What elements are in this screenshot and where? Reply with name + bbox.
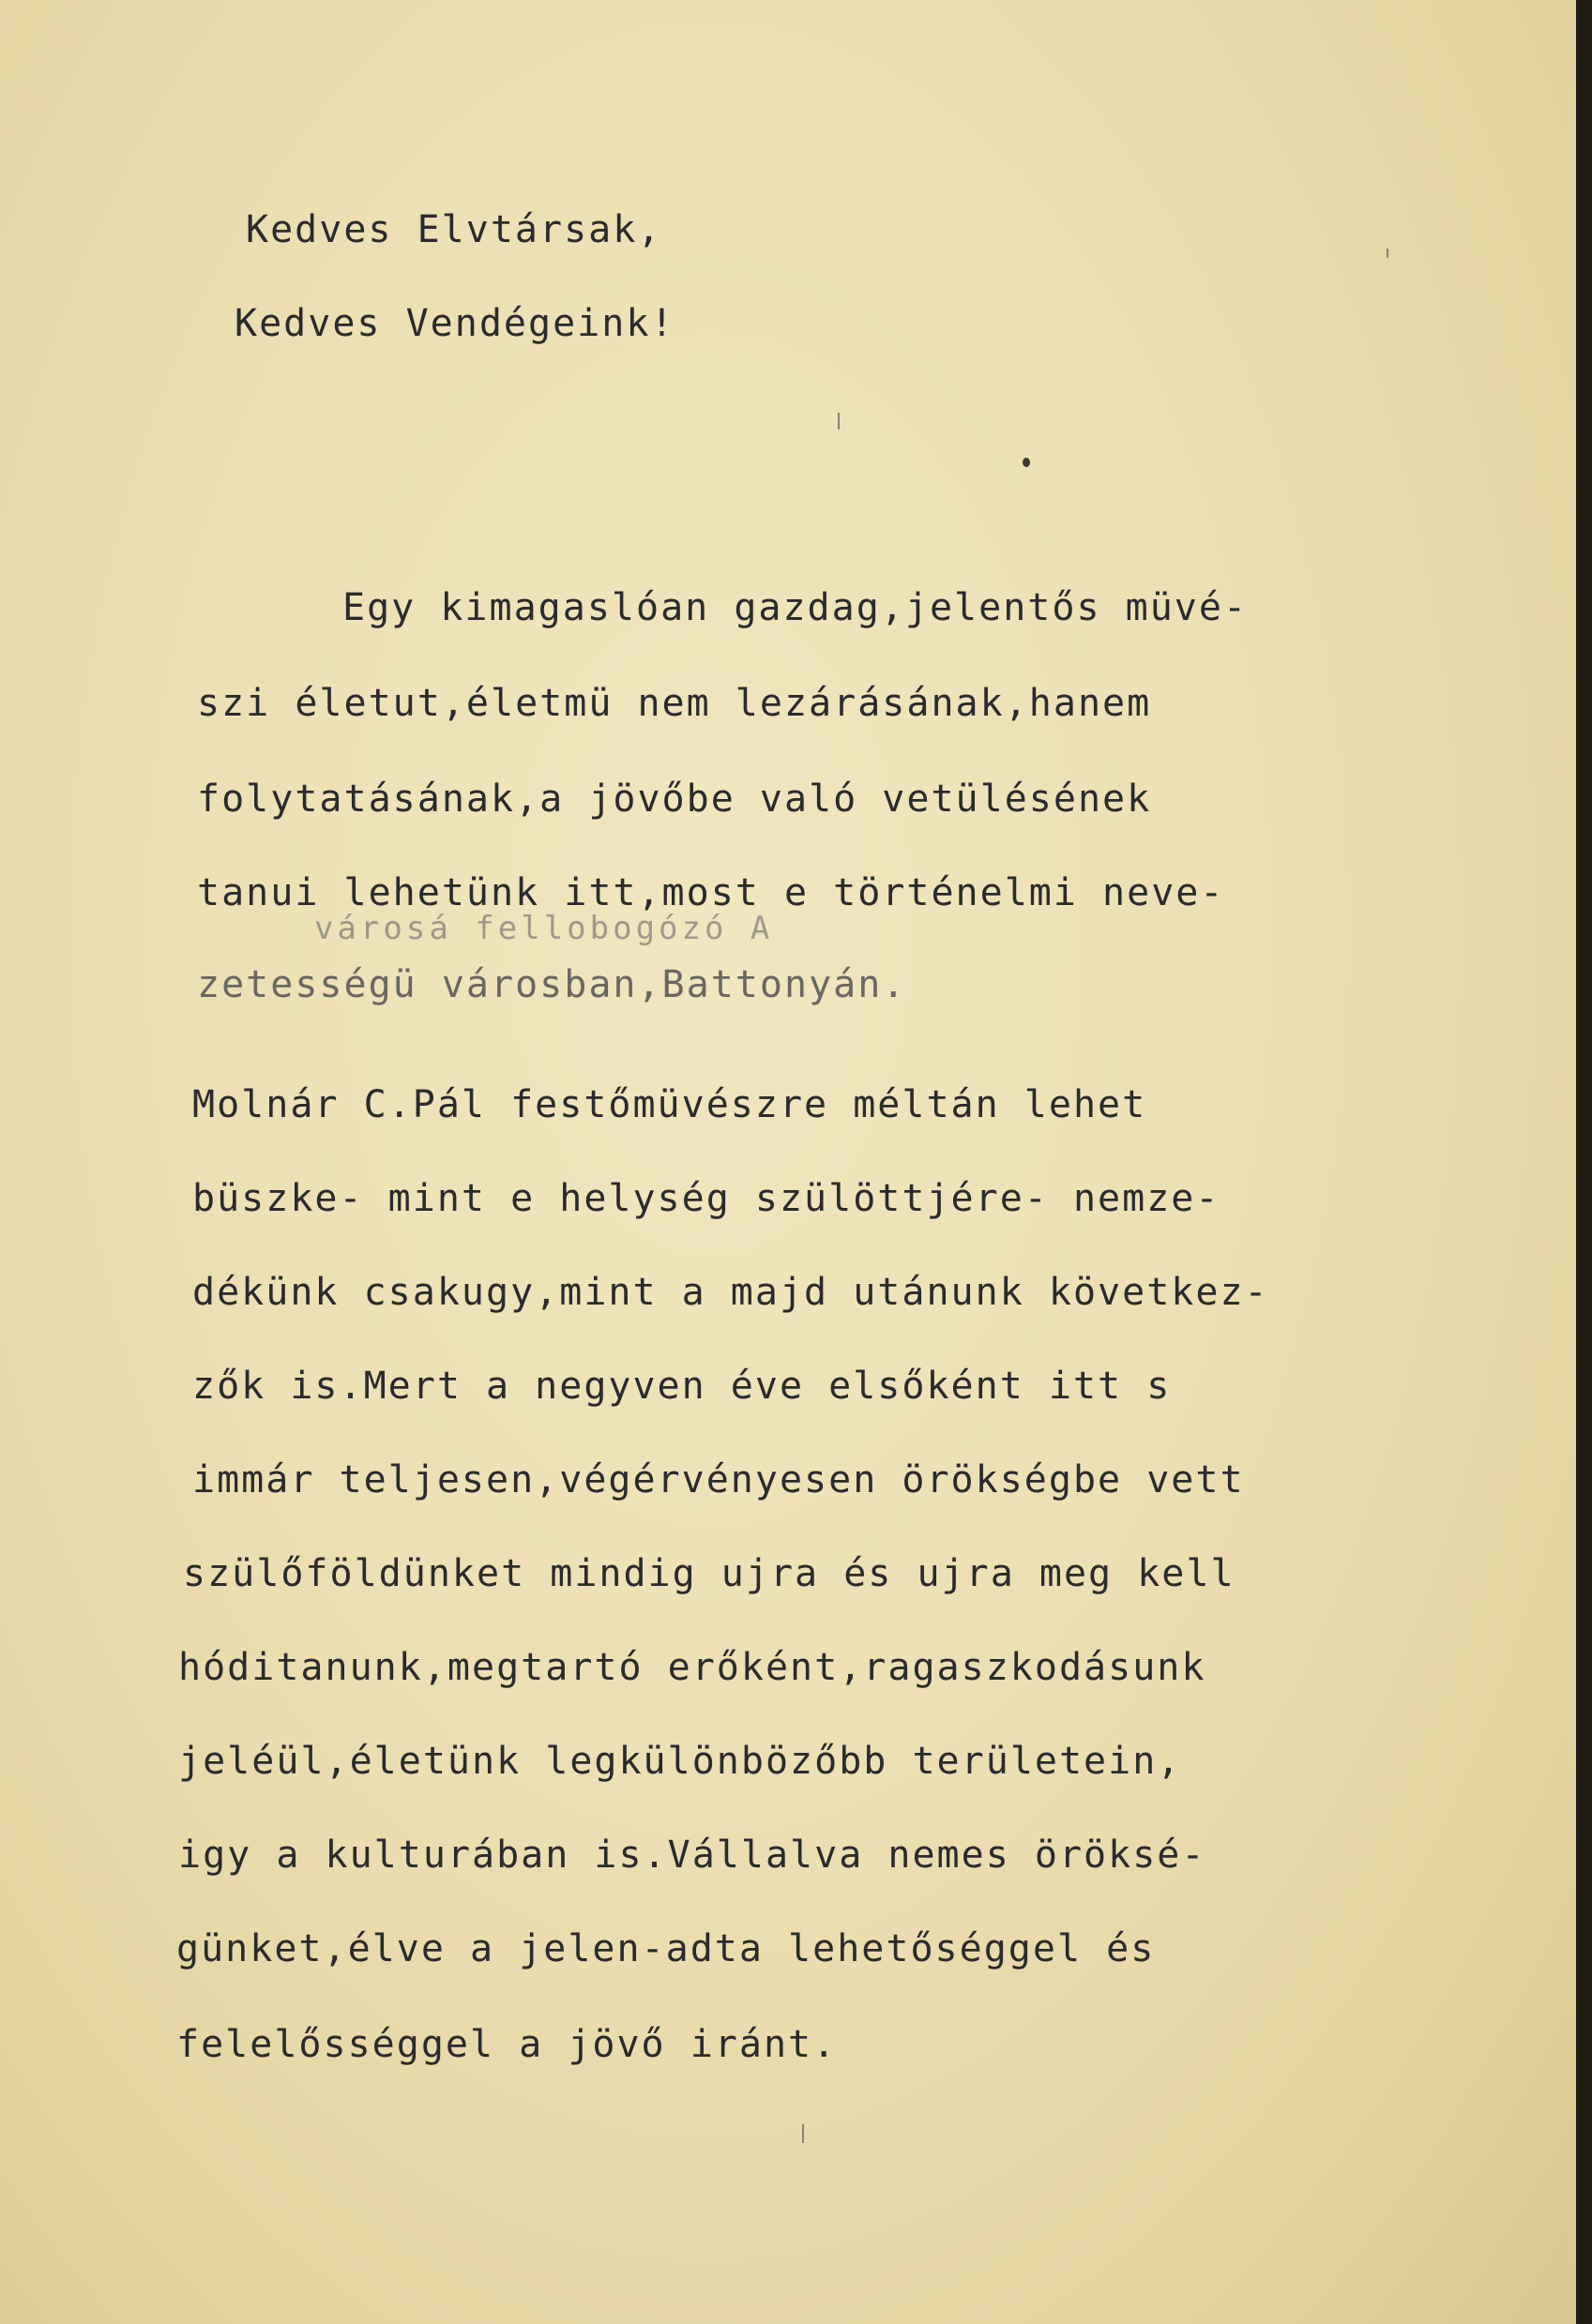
salutation-line-2: Kedves Vendégeink! (235, 302, 675, 345)
paragraph2-line-3: dékünk csakugy,mint a majd utánunk következ- (192, 1271, 1269, 1314)
paragraph1-line-3: folytatásának,a jövőbe való vetülésének (197, 777, 1152, 821)
paragraph1-line-5: zetességü városban,Battonyán. (197, 963, 907, 1006)
paper-mark (1387, 249, 1388, 258)
overtyped-fragment: városá fellobogózó A (314, 910, 774, 947)
paragraph2-line-11: felelősséggel a jövő iránt. (176, 2023, 838, 2066)
paper-mark (802, 2124, 804, 2143)
paragraph2-line-7: hóditanunk,megtartó erőként,ragaszkodásunk (178, 1646, 1206, 1689)
ink-speck (1023, 458, 1030, 467)
paragraph1-line-2: szi életut,életmü nem lezárásának,hanem (197, 682, 1152, 725)
paragraph2-line-10: günket,élve a jelen-adta lehetőséggel és (176, 1927, 1156, 1970)
paragraph2-line-2: büszke- mint e helység szülöttjére- nemze- (192, 1177, 1221, 1220)
paragraph2-line-6: szülőföldünket mindig ujra és ujra meg kell (183, 1552, 1236, 1595)
paragraph2-line-1: Molnár C.Pál festőmüvészre méltán lehet (192, 1083, 1147, 1126)
paragraph2-line-9: igy a kulturában is.Vállalva nemes öröksé- (178, 1834, 1206, 1877)
paragraph2-line-4: zők is.Mert a negyven éve elsőként itt s (192, 1365, 1172, 1408)
salutation-line-1: Kedves Elvtársak, (246, 208, 662, 251)
scan-border (1576, 0, 1592, 2324)
paragraph2-line-8: jeléül,életünk legkülönbözőbb területein, (178, 1740, 1182, 1783)
paragraph1-line-1: Egy kimagaslóan gazdag,jelentős müvé- (342, 586, 1249, 629)
paragraph1-line-4: tanui lehetünk itt,most e történelmi neve- (197, 871, 1225, 914)
paragraph2-line-5: immár teljesen,végérvényesen örökségbe vett (192, 1458, 1245, 1502)
paper-mark (838, 413, 840, 430)
